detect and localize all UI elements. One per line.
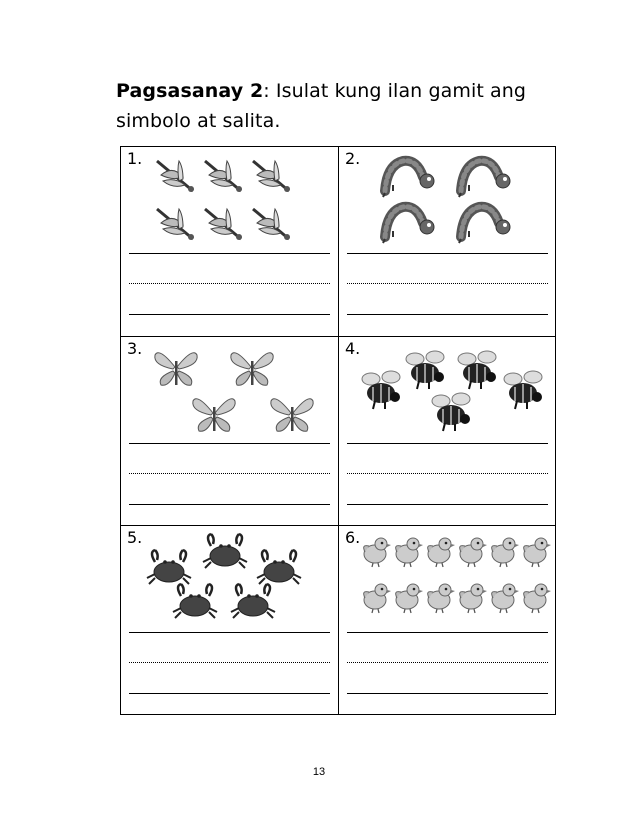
bird-icon: [492, 584, 519, 613]
bird-icon: [460, 584, 487, 613]
bird-icon: [492, 538, 519, 567]
answer-guide-line: [129, 283, 330, 284]
exercise-cell-3: [121, 337, 338, 526]
item-number: 3.: [127, 339, 143, 358]
bird-icon: [428, 538, 455, 567]
crab-icon: [173, 584, 217, 618]
answer-line: [347, 632, 548, 633]
answer-line: [347, 314, 548, 315]
bee-group: [359, 347, 549, 437]
dragonfly-icon: [205, 209, 242, 240]
item-number: 4.: [345, 339, 361, 358]
exercise-cell-5: [121, 526, 338, 715]
exercise-cell-4: [339, 337, 556, 526]
bee-icon: [432, 393, 470, 431]
exercise-grid: [120, 146, 556, 715]
item-number: 1.: [127, 149, 143, 168]
butterfly-icon: [271, 399, 313, 432]
exercise-cell-2: [339, 147, 556, 336]
answer-guide-line: [129, 473, 330, 474]
answer-line: [347, 253, 548, 254]
crab-icon: [231, 584, 275, 618]
caterpillar-icon: [459, 161, 510, 197]
crab-icon: [147, 550, 191, 584]
bee-icon: [504, 371, 542, 409]
caterpillar-icon: [383, 207, 434, 243]
item-number: 5.: [127, 528, 143, 547]
caterpillar-icon: [383, 161, 434, 197]
answer-line: [129, 693, 330, 694]
bird-icon: [428, 584, 455, 613]
bee-icon: [362, 371, 400, 409]
crab-icon: [203, 534, 247, 568]
exercise-cell-1: [121, 147, 338, 336]
page-number: 13: [312, 766, 326, 778]
bird-icon: [460, 538, 487, 567]
instruction: [116, 76, 536, 136]
dragonfly-icon: [253, 161, 290, 192]
answer-guide-line: [347, 662, 548, 663]
butterfly-icon: [231, 353, 273, 386]
crab-group: [145, 530, 315, 630]
bird-icon: [524, 538, 551, 567]
instruction-title: Pagsasanay 2: [116, 80, 264, 102]
answer-line: [129, 443, 330, 444]
bee-icon: [458, 351, 496, 389]
butterfly-icon: [193, 399, 235, 432]
exercise-cell-6: [339, 526, 556, 715]
answer-line: [347, 504, 548, 505]
dragonfly-icon: [157, 161, 194, 192]
caterpillar-icon: [459, 207, 510, 243]
bird-icon: [364, 584, 391, 613]
answer-line: [347, 443, 548, 444]
answer-line: [129, 253, 330, 254]
crab-icon: [257, 550, 301, 584]
answer-line: [129, 314, 330, 315]
instruction-text: : Isulat kung ilan gamit ang simbolo at salita.: [116, 80, 527, 132]
caterpillar-group: [375, 151, 525, 247]
dragonfly-icon: [205, 161, 242, 192]
bird-icon: [396, 584, 423, 613]
bee-icon: [406, 351, 444, 389]
answer-line: [347, 693, 548, 694]
bird-group: [359, 532, 555, 622]
answer-line: [129, 632, 330, 633]
bird-icon: [364, 538, 391, 567]
butterfly-icon: [155, 353, 197, 386]
butterfly-group: [149, 345, 319, 437]
dragonfly-icon: [253, 209, 290, 240]
bird-icon: [396, 538, 423, 567]
bird-icon: [524, 584, 551, 613]
dragonfly-icon: [157, 209, 194, 240]
answer-guide-line: [347, 473, 548, 474]
item-number: 2.: [345, 149, 361, 168]
item-number: 6.: [345, 528, 361, 547]
dragonfly-group: [151, 155, 301, 245]
answer-line: [129, 504, 330, 505]
answer-guide-line: [129, 662, 330, 663]
answer-guide-line: [347, 283, 548, 284]
